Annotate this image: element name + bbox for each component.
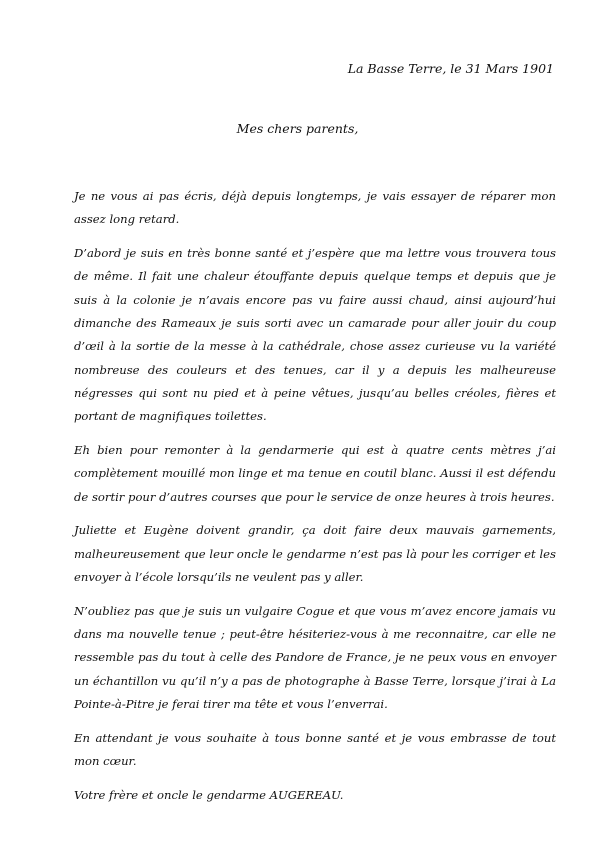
- letter-body: [74, 185, 556, 807]
- salutation: Mes chers parents,: [236, 121, 359, 136]
- paragraph: D’abord je suis en très bonne santé et j’espère que ma lettre vous trouvera tous de même. Il fait une chaleur étouffante depuis quelque temps et depuis que je suis à la colonie je n’avais encore pas vu faire aussi chaud, ainsi aujourd’hui dimanche des Rameaux je suis sorti avec un camarade pour aller jouir du coup d’œil à la sortie de la messe à la cathédrale, chose assez curieuse vu la variété nombreuse des couleurs et des tenues, car il y a depuis les malheureuse négresses qui sont nu pied et à peine vêtues, jusqu’au belles créoles, fières et portant de magnifiques toilettes.: [74, 246, 556, 424]
- date-line: La Basse Terre, le 31 Mars 1901: [347, 61, 554, 76]
- paragraph: N’oubliez pas que je suis un vulgaire Cogue et que vous m’avez encore jamais vu dans ma nouvelle tenue ; peut-être hésiteriez-vous à me reconnaitre, car elle ne ressemble pas du tout à celle des Pandore de France, je ne peux vous en envoyer un échantillon vu qu’il n’y a pas de photographe à Basse Terre, lorsque j’irai à La Pointe-à-Pitre je ferai tirer ma tête et vous l’enverrai.: [74, 603, 556, 711]
- paragraph: Eh bien pour remonter à la gendarmerie qui est à quatre cents mètres j’ai complètement mouillé mon linge et ma tenue en coutil blanc. Aussi il est défendu de sortir pour d’autres courses que pour le service de onze heures à trois heures.: [74, 442, 556, 504]
- paragraph: Juliette et Eugène doivent grandir, ça doit faire deux mauvais garnements, malheureusement que leur oncle le gendarme n’est pas là pour les corriger et les envoyer à l’école lorsqu’ils ne veulent pas y aller.: [74, 523, 556, 584]
- paragraph: Je ne vous ai pas écris, déjà depuis longtemps, je vais essayer de réparer mon assez long retard.: [74, 189, 556, 227]
- signature-line: Votre frère et oncle le gendarme AUGEREAU.: [74, 787, 344, 802]
- paragraph: En attendant je vous souhaite à tous bonne santé et je vous embrasse de tout mon cœur.: [74, 730, 556, 769]
